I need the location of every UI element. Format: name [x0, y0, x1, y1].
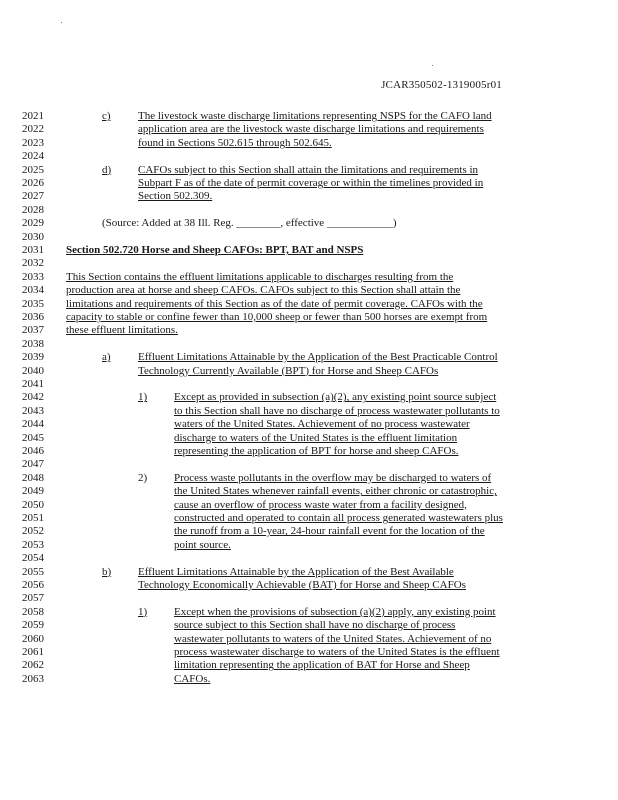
subsection-a2-line: constructed and operated to contain all process generated wastewaters plus [174, 512, 503, 524]
subsection-a1-label: 1) [138, 391, 148, 404]
line-number: 2032 [22, 257, 44, 270]
section-heading: Section 502.720 Horse and Sheep CAFOs: BPT, BAT and NSPS [66, 244, 364, 256]
line-number: 2049 [22, 485, 44, 498]
line-number: 2024 [22, 150, 44, 163]
subsection-b1-line: wastewater pollutants to waters of the United States. Achievement of no [174, 632, 492, 645]
line-number: 2021 [22, 110, 44, 122]
subsection-a2-line: cause an overflow of process waste water from a facility designed, [174, 498, 467, 511]
line-number: 2030 [22, 230, 44, 243]
line-number: 2050 [22, 498, 44, 511]
subsection-a2-line: the United States whenever rainfall events, either chronic or catastrophic, [174, 485, 497, 498]
subsection-b-label: b) [102, 565, 112, 578]
subsection-a1-line: discharge to waters of the United States is the effluent limitation [174, 431, 458, 444]
line-number: 2052 [22, 525, 44, 538]
subsection-b1-line: limitation representing the application of BAT for Horse and Sheep [174, 659, 470, 672]
subsection-a2-line: point source. [174, 538, 231, 551]
line-number: 2041 [22, 378, 44, 390]
line-number: 2058 [22, 605, 44, 618]
line-number: 2053 [22, 538, 44, 551]
line-number: 2027 [22, 190, 44, 203]
line-number: 2040 [22, 364, 44, 377]
line-number: 2035 [22, 297, 44, 310]
intro-line: limitations and requirements of this Section as of the date of permit coverage. CAFOs with the [66, 297, 483, 310]
intro-line: production area at horse and sheep CAFOs. CAFOs subject to this Section shall attain the [66, 284, 461, 297]
line-number: 2044 [22, 418, 44, 431]
line-number: 2023 [22, 136, 44, 149]
item-c-line: application area are the livestock waste discharge limitations and requirements [138, 123, 484, 136]
subsection-b-title: Effluent Limitations Attainable by the Application of the Best Available [138, 565, 454, 578]
item-d-line: Section 502.309. [138, 190, 213, 203]
scan-speck [432, 65, 433, 66]
subsection-b1-label: 1) [138, 605, 148, 618]
subsection-a2-label: 2) [138, 471, 148, 484]
line-number: 2033 [22, 270, 44, 283]
line-number: 2029 [22, 217, 44, 230]
item-d-line: Subpart F as of the date of permit coverage or within the timelines provided in [138, 177, 484, 189]
subsection-b1-line: source subject to this Section shall have no discharge of process [174, 619, 456, 632]
line-number: 2051 [22, 512, 44, 524]
line-number: 2055 [22, 565, 44, 578]
item-c-label: c) [102, 110, 111, 122]
item-c-line: The livestock waste discharge limitations representing NSPS for the CAFO land [138, 110, 492, 122]
line-number: 2057 [22, 592, 44, 605]
line-number: 2039 [22, 351, 44, 364]
line-number: 2045 [22, 431, 44, 444]
document-id: JCAR350502-1319005r01 [381, 79, 502, 91]
line-number: 2063 [22, 672, 44, 685]
subsection-a-title: Technology Currently Available (BPT) for Horse and Sheep CAFOs [138, 364, 439, 377]
line-number: 2034 [22, 284, 44, 297]
line-number: 2037 [22, 324, 44, 337]
subsection-b1-line: process wastewater discharge to waters of the United States is the effluent [174, 646, 500, 658]
line-number: 2025 [22, 163, 44, 176]
subsection-a1-line: waters of the United States. Achievement of no process wastewater [174, 418, 470, 431]
line-number: 2043 [22, 404, 44, 417]
line-number: 2060 [22, 632, 44, 645]
item-c-line: found in Sections 502.615 through 502.645. [138, 136, 332, 149]
line-number: 2062 [22, 659, 44, 672]
intro-line: This Section contains the effluent limitations applicable to discharges resulting from the [66, 270, 454, 283]
line-number: 2061 [22, 646, 44, 658]
subsection-a1-line: representing the application of BPT for horse and sheep CAFOs. [174, 445, 459, 457]
line-number: 2038 [22, 337, 44, 350]
line-number: 2031 [22, 244, 44, 256]
line-number: 2022 [22, 123, 44, 136]
item-d-line: CAFOs subject to this Section shall attain the limitations and requirements in [138, 163, 479, 176]
scan-speck [61, 22, 62, 23]
subsection-b1-line: Except when the provisions of subsection (a)(2) apply, any existing point [174, 605, 496, 618]
line-number: 2056 [22, 579, 44, 591]
subsection-a2-line: the runoff from a 10-year, 24-hour rainfall event for the location of the [174, 525, 485, 538]
subsection-a2-line: Process waste pollutants in the overflow may be discharged to waters of [174, 471, 492, 484]
line-number: 2047 [22, 458, 44, 471]
subsection-a1-line: Except as provided in subsection (a)(2), any existing point source subject [174, 391, 497, 404]
line-number: 2036 [22, 311, 44, 323]
line-number: 2028 [22, 203, 44, 216]
subsection-a1-line: to this Section shall have no discharge of process wastewater pollutants to [174, 404, 500, 417]
subsection-a-title: Effluent Limitations Attainable by the Application of the Best Practicable Control [138, 351, 498, 364]
source-note: (Source: Added at 38 Ill. Reg. ________, effective ____________) [102, 217, 397, 230]
line-number: 2054 [22, 552, 44, 565]
subsection-b-title: Technology Economically Achievable (BAT) for Horse and Sheep CAFOs [138, 579, 466, 591]
line-number: 2048 [22, 471, 44, 484]
line-number: 2026 [22, 177, 44, 189]
intro-line: capacity to stable or confine fewer than 10,000 sheep or fewer than 500 horses are exempt from [66, 311, 488, 323]
intro-line: these effluent limitations. [66, 324, 178, 337]
item-d-label: d) [102, 163, 112, 176]
subsection-b1-line: CAFOs. [174, 672, 211, 685]
line-number: 2042 [22, 391, 44, 404]
line-number: 2059 [22, 619, 44, 632]
subsection-a-label: a) [102, 351, 111, 364]
line-number: 2046 [22, 445, 44, 457]
